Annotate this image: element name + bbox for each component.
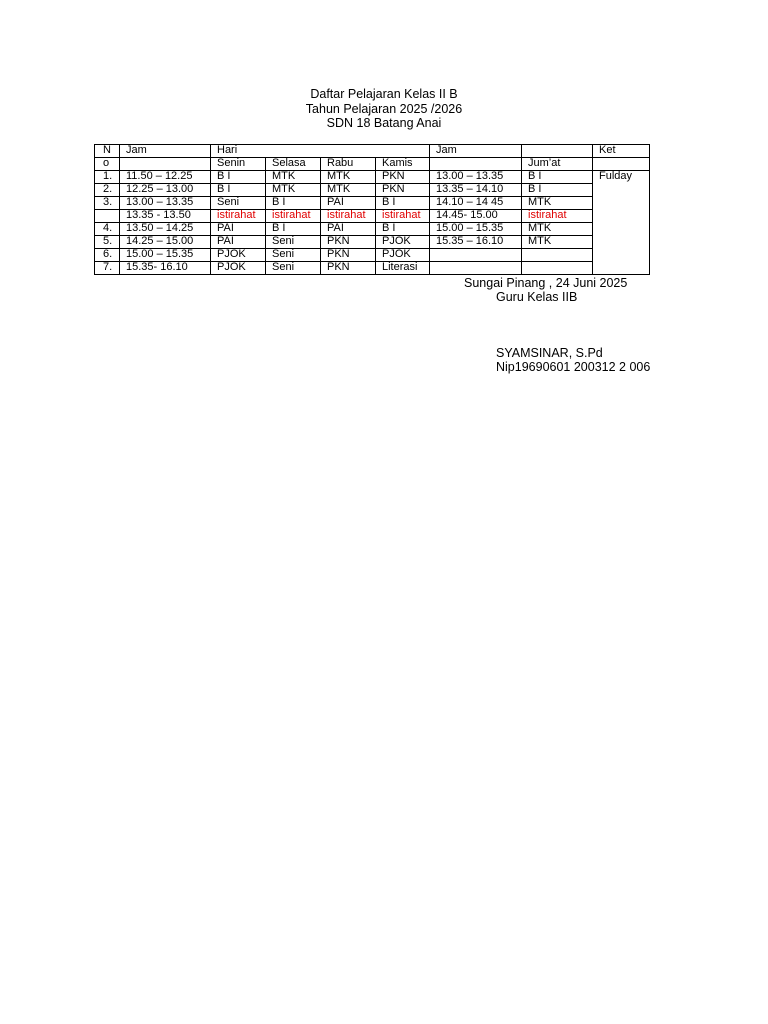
cell-jam-2: 14.45- 15.00: [430, 210, 522, 223]
cell-kamis: PJOK: [376, 236, 430, 249]
cell-jumat: B I: [522, 171, 593, 184]
cell-jumat: MTK: [522, 197, 593, 210]
header-blank: [522, 145, 593, 158]
schedule-table: [94, 144, 650, 275]
title-line-3: SDN 18 Batang Anai: [326, 116, 442, 130]
cell-jam-2: 13.00 – 13.35: [430, 171, 522, 184]
header-kamis: Kamis: [376, 158, 430, 171]
table-row: [95, 236, 650, 249]
cell-jam-2: 14.10 – 14 45: [430, 197, 522, 210]
cell-no: 7.: [95, 262, 120, 275]
cell-rabu: MTK: [321, 171, 376, 184]
cell-senin: Seni: [211, 197, 266, 210]
cell-no: 1.: [95, 171, 120, 184]
table-row: [95, 184, 650, 197]
table-row: [95, 223, 650, 236]
table-row: [95, 171, 650, 184]
header-row-1: [95, 145, 650, 158]
header-ket-cont: [593, 158, 650, 171]
cell-jam: 12.25 – 13.00: [120, 184, 211, 197]
cell-jam-2: 15.00 – 15.35: [430, 223, 522, 236]
cell-kamis: B I: [376, 197, 430, 210]
cell-kamis: istirahat: [376, 210, 430, 223]
cell-rabu: PAI: [321, 197, 376, 210]
cell-no: 6.: [95, 249, 120, 262]
cell-senin: PAI: [211, 223, 266, 236]
cell-selasa: Seni: [266, 249, 321, 262]
title-line-2: Tahun Pelajaran 2025 /2026: [305, 101, 463, 116]
cell-senin: istirahat: [211, 210, 266, 223]
cell-ket: Fulday: [593, 171, 650, 275]
cell-rabu: istirahat: [321, 210, 376, 223]
signature-place-date: Sungai Pinang , 24 Juni 2025: [464, 276, 628, 290]
cell-jam-2: [430, 249, 522, 262]
cell-jam-2: 15.35 – 16.10: [430, 236, 522, 249]
header-jam-cont: [120, 158, 211, 171]
cell-selasa: istirahat: [266, 210, 321, 223]
cell-jumat: MTK: [522, 223, 593, 236]
cell-kamis: PKN: [376, 171, 430, 184]
cell-jam: 13.00 – 13.35: [120, 197, 211, 210]
cell-selasa: MTK: [266, 171, 321, 184]
cell-selasa: B I: [266, 197, 321, 210]
header-no-cont: o: [95, 158, 120, 171]
cell-no: 5.: [95, 236, 120, 249]
cell-jam-2: [430, 262, 522, 275]
header-no: N: [95, 145, 120, 158]
header-jam-2-cont: [430, 158, 522, 171]
cell-jam-2: 13.35 – 14.10: [430, 184, 522, 197]
cell-kamis: PKN: [376, 184, 430, 197]
header-ket: Ket: [593, 145, 650, 158]
header-jam: Jam: [120, 145, 211, 158]
cell-rabu: PKN: [321, 262, 376, 275]
cell-senin: B I: [211, 184, 266, 197]
header-selasa: Selasa: [266, 158, 321, 171]
header-senin: Senin: [211, 158, 266, 171]
table-row-break: [95, 210, 650, 223]
cell-selasa: MTK: [266, 184, 321, 197]
signature-name: SYAMSINAR, S.Pd: [496, 346, 603, 360]
title-line-1: Daftar Pelajaran Kelas II B: [310, 87, 458, 101]
cell-senin: PJOK: [211, 262, 266, 275]
table-row: [95, 249, 650, 262]
cell-jam: 11.50 – 12.25: [120, 171, 211, 184]
signature-nip: Nip19690601 200312 2 006: [496, 360, 651, 374]
cell-rabu: PKN: [321, 249, 376, 262]
cell-kamis: B I: [376, 223, 430, 236]
cell-jam: 15.00 – 15.35: [120, 249, 211, 262]
header-jam-2: Jam: [430, 145, 522, 158]
header-rabu: Rabu: [321, 158, 376, 171]
document-title: [0, 87, 768, 131]
table-row: [95, 262, 650, 275]
header-jumat: Jum’at: [522, 158, 593, 171]
cell-senin: PJOK: [211, 249, 266, 262]
cell-jumat: [522, 262, 593, 275]
cell-jam: 13.50 – 14.25: [120, 223, 211, 236]
cell-no: 2.: [95, 184, 120, 197]
table-row: [95, 197, 650, 210]
cell-senin: PAI: [211, 236, 266, 249]
signature-role: Guru Kelas IIB: [496, 290, 578, 304]
cell-rabu: MTK: [321, 184, 376, 197]
cell-selasa: B I: [266, 223, 321, 236]
cell-jumat: [522, 249, 593, 262]
cell-selasa: Seni: [266, 236, 321, 249]
cell-no: 4.: [95, 223, 120, 236]
header-row-2: [95, 158, 650, 171]
cell-jumat: B I: [522, 184, 593, 197]
cell-jam: 14.25 – 15.00: [120, 236, 211, 249]
cell-no: 3.: [95, 197, 120, 210]
cell-rabu: PAI: [321, 223, 376, 236]
cell-selasa: Seni: [266, 262, 321, 275]
cell-jam: 15.35- 16.10: [120, 262, 211, 275]
cell-rabu: PKN: [321, 236, 376, 249]
header-hari: Hari: [211, 145, 430, 158]
cell-jumat: MTK: [522, 236, 593, 249]
cell-jam: 13.35 - 13.50: [120, 210, 211, 223]
cell-no: [95, 210, 120, 223]
cell-kamis: PJOK: [376, 249, 430, 262]
cell-jumat: istirahat: [522, 210, 593, 223]
cell-kamis: Literasi: [376, 262, 430, 275]
cell-senin: B I: [211, 171, 266, 184]
